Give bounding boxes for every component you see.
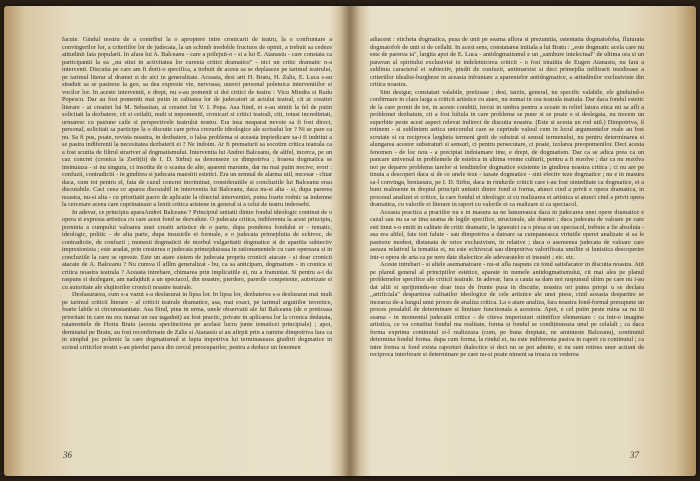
right-paragraph-2: Sint desigur, constatari valabile, pretioase ; desi, tarziu, general, nu specific valabile, ele ginduind-o confirmare in clara larga a criticii artistice cu atare, nu numai in cea teatrala teatrala. Dar daca fondul estetic de la care pornit de tot, in aceste conditii, trecut in umbra pentru a scoate in relief latura etica mi sa afli a problemei dezbatute, cit a fost luliula in care problema se pune si se poate e si deslegata, nu trecem un superbite peste acest aspect relevat indirect de discutia noastra. (Este si acesta un rod util.) Dimpotriva, il retinem - si subliniem aetica unicorului care se cuprinde valoul cum in locul argumentelor reale au fost scrutate si cu reciproca largheta termeni greii de substrat si sensul termenului, nu pentru determinarea si alungarea acestor substraturi si sensuri, ci pentru persecutare, ci poate, izolarea preopomenilor. Deci acesta fenomen - de loc nou - a precipiat indoiamare tine, e drept, de dogmatism. Dar ca se adica prea ca un pancare universal in problemele de estetica in ultima vreme culturii, pentru a fi rezolve ; dar ca nu rezolva noi pe deparre problema tarelor si tendintelor dogmatice existente in gindirea noastra critica ; ci nu are pe tinuta a descoperi daca si de ce unele teze - taxate dogmatice - sint efectiv teze dogmatice ; nu e in masura sa-l convinga, beniaoara, pe I. D. Sirbu, daca in rindurile criticii care i-au fost ointeditate ca dogmatice, ei a bunt realmente in dreptul principii unitatii dintre fond si forma, atunci cind a privit e opera dramatica, in procesul analizei ei critice, la care fondul ei ideologic si cu realizarea ei artistica si atunci cind a privit opera dramatica, cu valorile ei literare in raport cu valorile ei ca realizare si ca spectacol.	[370, 88, 644, 208]
right-page-number: 37	[630, 450, 639, 460]
left-paragraph-2: In adevar, ce principiu aparaAndrei Balceanu ? Principiul unitatii dintre fondul ideologic continut de o opera si expresia artistica cu care acest fond se dezvaluie. O judecata critica, indiferenta la acest principiu, porninta a cumpului valoarea unei creatii artistice de o parte, dupa ponderea fondului ei - tematic, ideologic, politic - de alta parte, dupa insusirile ei formale, e o judecata primejduita de echivoc, de contradictie, de confuzii ; monesti dogmaticii de morbul vulgaritatii dogmatice si de aparitia subiectiv impresionista ; este aradat, prin cresterea o judecata primejduioasa in rationamentele cu care opereaza si in concluziile la care se opreste. Este un atare sistem de judecata propriu cronicii atacate - si doar cronicii atacate de A. Balceanu ? Nu cumva il afllm generalizat - bu, ca sa anticipam, dogmatism - in cronica si critica noastra teatrala ? Aceasta intrebare, chimarea prin implicatiile ei, nu a framintat. Si pentru a-i da raspuns si dezlegare, am nadajduit a un spectacol, din noastre, pierdere, parerile competente, autorizate si cu autoritate ale slujitorilor cronicii noastre teatrale.	[62, 208, 332, 291]
left-paragraph-1: facute. Gindul nostru de a contribui la o apropiere intre cronicarii de teatru, la o confruntare a convingerilor lor, a criteriilor lor de judecata, la un schimb inedoble fructuos de opinii, a trebuit sa cedeze atitudinii fata popularii. In afara lui A. Balceanu - care a prilejuit-o - si a lui E. Atanasiu - care constata ca participantii la ea ,,nu stiut in activitatea lor curenta critici dramatice" - nici un critic dramatic n-a intervenit. Discutia pe care am fi dorit-o specifica, a trebuit de aceea sa se deplaseze pe tarimul teatrului, pe tarimul literar al dramei si de aici in generalitate. Aceasta, desi arti H. Bratu, H. Zalis, E. Luca s-au straduit sa se pastreze la geo, sa dea expresie vie, nervoasa, uneori personal polemica interventiilor si vocilor lor. In aceste interventii, e drept, nu s-au pomenit si doi critici de teatru : Vicu Mindra si Radu Popescu. Dar au fost pomeniti mai putin in calitatea lor de judecatori ai actului teatral, cit ai creatiei literare - ai creatiei lui M. Sebastian, ai creatiei lui V. I. Popa. Asa fiind, ei s-au simtit la fel de putin solicitati la dezbatere, cit si ceilalti, mult si nepomeniti, cronicari si critici teatrali, citi, totusi incredintati, urmaresc cu pasiune caile si perspectivele teatrului nostru. Era insa neaparat nevoie sa fi fost direct, personal, solicitati sa participe la o discutie care priva crezurile ideologice ale scrisului lor ? Ni se pare ca nu. Sa fi pus, poate, revista noastra, in dezbatere, o falsa problema si aceasta impiedicare sa-i fi indritut a se pastra indiferenti la necesitatea dezbaterii ei ? Ne indoim. Ar fi prematurii sa socotim critica teatrala ca a fost scutita de filtrul strariver al dogmatismului. Interventia lui Andrei Balceanu, de altfel, incerca, pe un caz concret (cronica la Zorii(ti) de I. D. Sirbu) sa denonseze ce dimpotriva ; hoarea dogmatica se insinuiaza - si nu singura, ci insotita de o scama de alte, aparent marunte, dar nu mai putin nocive, erori : confuzii, contradictii - in gindirea si judecata maestrii estetici. Era un semnal de alarma util, necesar - chiar daca, cum tot pentru el, fata de cazul concret incriminat, consideratiile si concluziile lui Balceanu erau discutabile. Caci ceea ce aparea discutabil in interventia lui Balceanu, daca nu-si alta - si, dupa parerea noastra, nu-si alta - cu prioritatii pacre de aplicatie la obiectul interventiei, putea foarte rodnic sa indemne la cercetare aceea care cuprinateaze a lentii critica aristene in general si a celui de teatru indeosebi.	[62, 36, 332, 208]
right-paragraph-1: adiacent : eticheta dogmatica, pusa de unii pe seama aflora si prezumtia, ostentatia dogmatofoba, fluturata dogmatofob de unii si de ceilalti. In acest sens, constatarea initiala a lui Bratu : ,,este dogmatic acela care nu este de parerea ta", largita apoi de E. Luca - antidogmatismul e un ,,sambure intelectual" de ultima ora si un paravan al spiritului exclusivist in indeletnicirea criticii - o fost intaiitia de Eugen Atanasiu, nu fara a sublinia caracterul ei subiectiv, pindit de confuzii, antimarxist si deci primejdia infiltrarii insidioase a criteriilor idealist-burgheze in aceasta infruntare a aparentelor antidogmatice, a atitudinilor exclusiviste din critica noastra.	[370, 36, 644, 88]
right-paragraph-3: Aceasta practica a practilor nu e in masura sa ne lamureasca daca in judecarea unei opere dramatice e cazul sau nu sa se tina seama de legile specifice, structurale, ale dramei ; daca judecata de valoare pe care esti tinut s-o emiti in calitate de critic dramatic, le ignoraici ca o piesa si un spectacol, trebuie a fie absoluta - asa era altfel, fate iori faluie - sau dimpotriva a datoare sa cumpaneasca virtutile operei analizate si sa le pastreze modest, distanata de orice exclusivism, in relative ; daca o asemenea judecata de valoare care aseaza relativul la tematiia ei, nu este echivocai sau dimpotriva valorificata umilite si lunistica descoperire intr-o opera de arta ca pe nere date dialectice ale adevaratelor ei insusiri ; etc. etc.	[370, 208, 644, 261]
book-gutter	[340, 6, 360, 476]
right-paragraph-4: Aceste intrebari - si altele asemanatoare - nu-si afla raspuns cu totul satisfacator in discutia noastra. Atit pe planul general al principiilor estetice, aparate in numele antidogmatismului, cit mai ales pe planul problemelor specifice ale criticii teatrale. In adevar, fara a cauta sa dam noi raspunsul ultim pe care nu i-au dat altii si sprijinindu-ne doar teza de frunte pusa in discutie, noastra ori putea priopi u se declara ,,artificiala" despartirea calitatilor ideologice de cele artistice ale unei piese, cind aceasta despartire se incearca de-a lungul unui proces de analiza critica. La o atare analiza, fara noastra fond-formal presupune un proces prealabil de determinare si limitare functionala a acestora. Apoi, e cel putin peste mina sa nu tii seama - in momentul judecatii critice - de citeva imperiurari stiintifice elementare : ca intr-o imagine artistica, ce va constitui fondul ma realitate, forma si fondul se condiționeaza unul pe celalalt ; ca daca forma exprima continutul si-l realizeaza (cum, pe buna dreptate, ne aminteste Balceanu), continutul determina fondul forma. dupa cum forma, la rindul ei, nu este indiferenta pasiva in raport cu continutul ; ca intre forma si fond exista raporturi dialectice si deci nu se pot admite, si nu sunt retirea unor actiuni de reciproca interferare si determinare pe care nu-si poate nimeni sa treaca cu vederea	[370, 261, 644, 358]
left-page	[62, 36, 332, 446]
open-book	[4, 6, 696, 476]
left-page-number: 36	[63, 450, 72, 460]
right-page	[370, 36, 644, 446]
left-paragraph-3: Desfasurarea, cum s-a vazut s-a desfasurat in lipsa lor. In lipsa lor, dezbaterea s-a desfasurat mai mult pe tarimul criticii literare - al criticii teatrale dramatice, asa, mai exact, pe tarimul argutiilor teoretice, foarte labile si circumstantiate. Asa fiind, pina in urma, unele observatii ale lui Balceanu (de o pretioasa prioritate in care nu era numai un rau tagadnit) au fost practic, private in aplicarea lor la cronica dedatata, ratamentele de Horia Bratu (acesta speciinctirea pe acelasi lucru junte tematicei principiale) ; apoi, deminatul pe Bratu, au fost reconfirmate de Zalis si Atanasiu si au afirpit prin a ramine dimpotriva fara ca in simplul joc polemic la care dogmatismul si lupta impotriva lui terminaseaza giudirii dogmatice in scrisul criticilor nostri s-au pierdut parca din cercul preocuparilor, pentru a deduce un fenomen	[62, 291, 332, 351]
